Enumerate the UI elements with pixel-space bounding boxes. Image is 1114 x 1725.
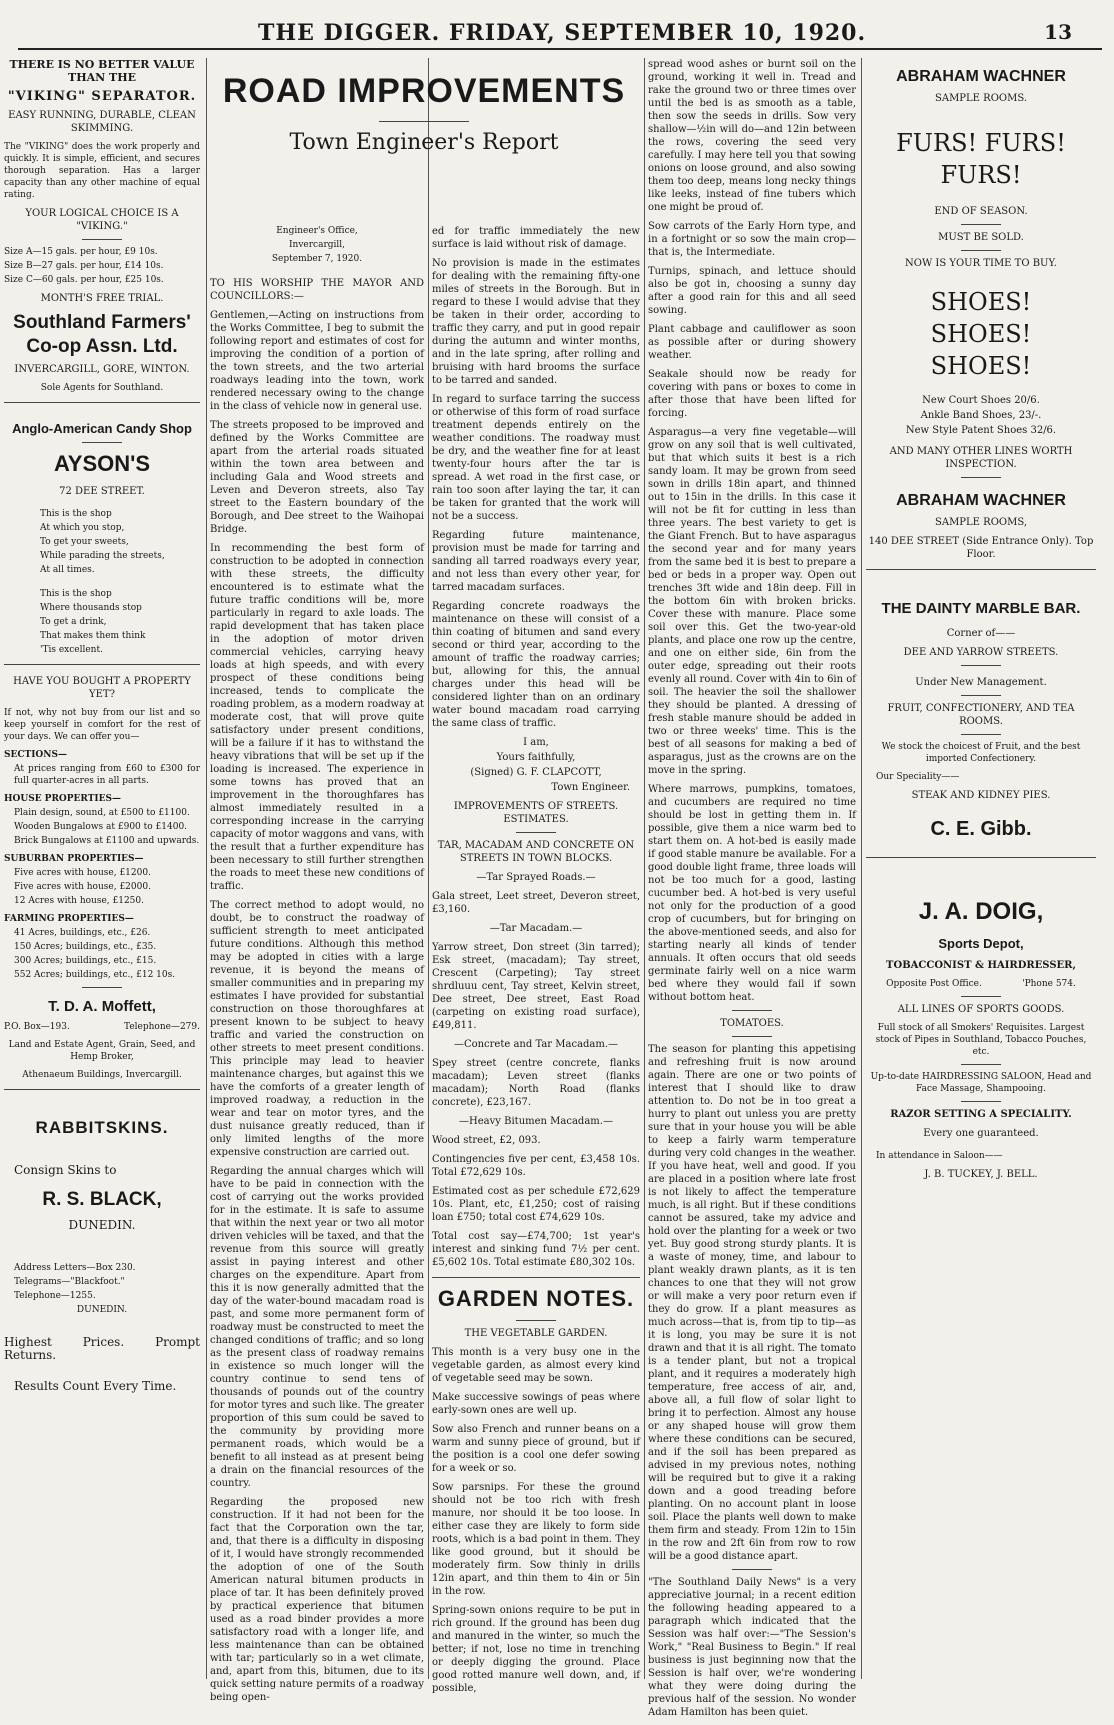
verse1-line: At all times. [40,565,95,575]
verse2-line: Where thousands stop [40,603,142,613]
moffett-box: P.O. Box—193. [4,1022,70,1032]
candy-shop-heading: Anglo-American Candy Shop [12,421,192,436]
farming-line: 150 Acres; buildings, etc., £35. [14,942,157,952]
column-advertisements-right [866,58,1096,1187]
report-paragraph: Regarding the proposed new construction. If it had not been for the fact that the Corporation own the tar, and, that there is a difficulty in disposing of it, I would have strongly recommended the adoption of one of the South American natural bitumen products in place of tar. It has been definitely proved by practical experience that bitumen used as a road binder provides a more satisfactory road with a longer life, and less maintenance than can be obtained with tar; particularly so in a wet climate, and, apart from this, bitumen, due to its quick setting nature permits of a roadway being open- [210,1497,424,1703]
closing-line: Yours faithfully, [496,752,576,763]
report-paragraph: Regarding concrete roadways the maintenance on these will consist of a thin coating of bitumen and sand every second or third year, according to the amount of traffic the roadway carries; but, allowing for this, the annual charges under this head will be considered lighter than on an ordinary water bound macadam road carrying the same class of traffic. [432,601,640,729]
must-be-sold: MUST BE SOLD. [938,232,1024,243]
sections-heading: SECTIONS— [4,750,67,760]
garden-subhead: THE VEGETABLE GARDEN. [464,1328,608,1339]
viking-size-b: Size B—27 gals. per hour, £14 10s. [4,261,164,271]
total-cost-text: Total cost say—£74,700; 1st year's interest and sinking fund 7½ per cent. £5,602 10s. Total estimate £80,302 10s. [432,1231,640,1268]
fruit-confectionery: FRUIT, CONFECTIONERY, AND TEA ROOMS. [887,703,1075,727]
sprayed-heading: —Tar Sprayed Roads.— [476,872,596,883]
farming-heading: FARMING PROPERTIES— [4,914,134,924]
verse2-line: To get a drink, [40,617,107,627]
southland-farmers-firm: Southland Farmers' Co-op Assn. Ltd. [13,312,191,357]
verse1-line: At which you stop, [40,523,125,533]
ja-doig: J. A. DOIG, [918,898,1044,925]
garden-paragraph: Turnips, spinach, and lettuce should also be got in, choosing a sunny day after a good rain for this and all seed sowing. [648,266,856,316]
every-one-guaranteed: Every one guaranteed. [923,1128,1039,1139]
results-count: Results Count Every Time. [14,1379,177,1393]
column-road-report-1 [212,58,636,171]
house-line: Wooden Bungalows at £900 to £1400. [14,822,188,832]
rs-black-address-line: Telephone—1255. [14,1291,96,1301]
viking-ad-brand: "VIKING" SEPARATOR. [7,89,197,104]
headline-road-improvements: ROAD IMPROVEMENTS [222,72,626,110]
property-intro: If not, why not buy from our list and so keep yourself in comfort for the rest of your days. We can offer you— [4,708,200,742]
garden-paragraph: Sow also French and runner beans on a warm and sunny piece of ground, but if the position is a cool one defer sowing for a week or so. [432,1424,640,1474]
smokers-requisites: Full stock of all Smokers' Requisites. Largest stock of Pipes in Southland, Tobacco Pouches, etc. [875,1023,1087,1057]
macadam-text: Yarrow street, Don street (3in tarred); Esk street, (macadam); Tay street, Crescent (Carpeting); Tay street shrdluuu cent, Tay street, Kelvin street, Dee street, Dee street, East Road (carpeting on existing road surface), £49,811. [432,942,640,1031]
shoes-banner: SHOES! SHOES! SHOES! [930,288,1032,380]
closing-line: I am, [523,737,549,748]
other-lines: AND MANY OTHER LINES WORTH INSPECTION. [889,446,1073,470]
rs-black-address-line: Telegrams—"Blackfoot." [14,1277,125,1287]
garden-paragraph: Sow carrots of the Early Horn type, and in a fortnight or so sow the main crop—that is, the Intermediate. [648,221,856,258]
shoe-line: New Court Shoes 20/6. [922,395,1040,406]
report-paragraph: Regarding future maintenance, provision must be made for tarring and sanding all tarred roadways every year, and not less than every other year, for tarred macadam surfaces. [432,530,640,593]
verse1-line: While parading the streets, [40,551,165,561]
moffett-contact [4,1021,200,1033]
dateline-line: Engineer's Office, [276,226,358,236]
sprayed-text: Gala street, Leet street, Deveron street, £3,160. [432,891,640,915]
sports-depot: Sports Depot, [938,936,1024,951]
masthead [18,14,1102,50]
subhead-engineers-report: Town Engineer's Report [289,130,559,155]
razor-setting: RAZOR SETTING A SPECIALITY. [890,1109,1072,1120]
moffett-firm: T. D. A. Moffett, [48,998,156,1015]
moffett-telephone: Telephone—279. [124,1022,200,1032]
shoe-line: New Style Patent Shoes 32/6. [905,425,1057,436]
southland-daily-news-paragraph: "The Southland Daily News" is a very appreciative journal; in a recent edition the following heading appeared to a paragraph which indicated that the Session was half over:—"The Session's Work," "Real Business to Begin." If real business is just beginning now that the Session is half over, we're wondering what they were doing during the previous half of the session. No wonder Adam Hamilton has been quiet. [648,1577,856,1718]
garden-paragraph: spread wood ashes or burnt soil on the ground, working it well in. Tread and rake the ground two or three times over until the bed is as smooth as a table, then sow the seeds in drills. Sow very shallow—½in will do—and 12in between the rows, covering the seed very carefully. I may here tell you that sowing onions on loose ground, and also sowing them too deep, means long necky things like leeks, instead of fine tubers which one might be proud of. [648,59,856,213]
steak-kidney-pies: STEAK AND KIDNEY PIES. [911,790,1051,801]
opposite-post-office: Opposite Post Office. [886,979,982,989]
viking-ad-body: The "VIKING" does the work properly and quickly. It is simple, efficient, and secures thorough separation. Has a larger capacity than any other machine of equal rating. [4,142,200,200]
tomatoes-heading: TOMATOES. [720,1018,784,1029]
southland-farmers-agents: Sole Agents for Southland. [40,383,164,393]
rs-black-address-line: Address Letters—Box 230. [14,1263,136,1273]
aysons-name: AYSON'S [53,451,151,476]
report-paragraph: In regard to surface tarring the success or otherwise of this form of road surface treatment depends entirely on the weather conditions. The roadway must be dry, and the weather fine for at least twenty-four hours after the tar is spread. A wet road in the first case, or rain too soon after laying the tar, it can be taken for granted that the work will not be a success. [432,394,640,522]
column-advertisements-left [4,58,200,1399]
report-paragraph: The streets proposed to be improved and defined by the Works Committee are apart from the arterial roads situated within the town area between and including Gala and Wood streets and Leven and Deveron streets, also Tay street to the Eastern boundary of the Borough, and Dee street to the Waihopai Bridge. [210,420,424,535]
macadam-heading: —Tar Macadam.— [489,923,583,934]
in-attendance: In attendance in Saloon—— [876,1151,1003,1161]
house-line: Plain design, sound, at £500 to £1100. [14,808,190,818]
dee-yarrow-streets: DEE AND YARROW STREETS. [903,647,1059,658]
rs-black-city: DUNEDIN. [68,1218,136,1232]
doig-phone: 'Phone 574. [1022,979,1076,989]
property-question: HAVE YOU BOUGHT A PROPERTY YET? [13,676,191,700]
ce-gibb: C. E. Gibb. [930,818,1032,840]
wachner-address: 140 DEE STREET (Side Entrance Only). Top Floor. [868,536,1094,560]
viking-trial: MONTH'S FREE TRIAL. [40,293,164,304]
tobacconist-hairdresser: TOBACCONIST & HAIRDRESSER, [886,960,1076,971]
wachner-sample-rooms-2: SAMPLE ROOMS, [935,517,1027,528]
garden-paragraph: Where marrows, pumpkins, tomatoes, and cucumbers are required no time should be lost in getting them in. If possible, give them a nice warm bed to start them on. A hot-bed is easily made if good stable manure be available. For a good double light frame, three loads will not be too much for a good, lasting cucumber bed. A hot-bed is very useful not only for the production of a good crop of cucumbers, but for bringing on the above-mentioned seeds, and also for starting nearly all kinds of tender annuals. It often occurs that old seeds germinate fairly well on a nice warm bed where they would fail if sown without bottom heat. [648,784,856,1003]
dainty-marble-bar: THE DAINTY MARBLE BAR. [881,600,1081,617]
column-road-report-body [210,225,424,1710]
aysons-address: 72 DEE STREET. [59,486,145,497]
moffett-description: Land and Estate Agent, Grain, Seed, and Hemp Broker, [8,1040,196,1062]
signature: (Signed) G. F. CLAPCOTT, [470,767,602,778]
tuckey-bell: J. B. TUCKEY, J. BELL. [924,1169,1038,1180]
house-properties-heading: HOUSE PROPERTIES— [4,794,121,804]
report-paragraph: The correct method to adopt would, no doubt, be to construct the roadway of sufficient strength to meet anticipated future conditions. Although this method may be adopted in cities with a large revenue, it is beyond the means of smaller communities and in preparing my estimates I have provided for substantial construction on those thoroughfares at present known to be subject to heavy traffic and varied the construction on other streets to meet present conditions. This principle may lead to heavier maintenance charges, but against this we have the comforts of a greater length of improved roadway, a reduction in the wear and tear on motor tyres, and the dust nuisance greatly reduced, than if only limited lengths of the more expensive construction are carried out. [210,900,424,1158]
farming-line: 552 Acres; buildings, etc., £12 10s. [14,970,176,980]
column-road-report-2 [432,225,640,1701]
verse1-line: To get your sweets, [40,537,129,547]
end-of-season: END OF SEASON. [934,206,1028,217]
salutation: TO HIS WORSHIP THE MAYOR AND COUNCILLORS:— [210,278,424,302]
house-line: Brick Bungalows at £1100 and upwards. [14,836,200,846]
doig-contact [866,978,1096,990]
furs-banner: FURS! FURS! FURS! [896,129,1066,189]
garden-paragraph: Sow parsnips. For these the ground should not be too rich with fresh manure, nor should it be too loose. In either case they are likely to form side roots, which is a bad point in them. They like good ground, but it should be moderately firm. Sow thinly in drills 12in apart, and thin them to 4in or 5in in the row. [432,1482,640,1597]
report-paragraph: Gentlemen,—Acting on instructions from the Works Committee, I beg to submit the following report and estimates of cost for improving the condition of a portion of the town streets, and the two arterial roadways leading into the town, work rendered necessary owing to the change in the class of vehicle now in general use. [210,310,424,412]
verse2-line: 'Tis excellent. [40,645,103,655]
tomatoes-paragraph: The season for planting this appetising and refreshing fruit is now around again. There are one or two points of interest that I should like to draw attention to. Do not be in too great a hurry to plant out unless you are pretty sure that in your house you will be able to keep a fairly warm temperature during very cold changes in the weather. If you have heat, well and good. If you are placed in a position where late frost is not likely to affect the temperature much, is all right. But if these conditions cannot be assured, take my advice and hold over the planting for a week or two yet. Buy good strong sturdy plants. It is a waste of money, time, and labour to plant weakly drawn plants, as it is ten chances to one that they will not grow or will make a very poor return even if they do grow. If a plant measures as much across—that is, from tip to tip—as it is long, you may be sure it is not drawn and that it is all right. The tomato is a tender plant, but not a tropical plant, and it requires a moderately high temperature, free access of air, and, above all, a full flow of solar light to bring it to perfection. Almost any house or any shaped house will grow them where these conditions can be secured, and if the soil has been prepared as advised in my previous notes, nothing will be required but to give it a raking down and a good treading before planting. On no account plant in loose soil. Place the plants well down to make them firm and steady. From 12in to 15in in the row and 2ft 6in from row to row will be a good distance apart. [648,1044,856,1562]
signature-title: Town Engineer. [551,782,630,793]
concrete-heading: —Concrete and Tar Macadam.— [453,1039,619,1050]
farming-line: 300 Acres; buildings, etc., £15. [14,956,157,966]
viking-ad-line3: EASY RUNNING, DURABLE, CLEAN SKIMMING. [8,110,196,134]
southland-farmers-places: INVERCARGILL, GORE, WINTON. [14,364,190,375]
verse2-line: This is the shop [40,589,112,599]
garden-paragraph: Plant cabbage and cauliflower as soon as possible after or during showery weather. [648,324,856,361]
column-garden-notes [648,58,856,1725]
report-paragraph: ed for traffic immediately the new surface is laid without risk of damage. [432,226,640,250]
sections-text: At prices ranging from £60 to £300 for full quarter-acres in all parts. [14,764,200,786]
viking-size-c: Size C—60 gals. per hour, £25 10s. [4,275,164,285]
tar-heading: TAR, MACADAM AND CONCRETE ON STREETS IN TOWN BLOCKS. [437,840,635,864]
dateline-line: September 7, 1920. [271,254,363,264]
rs-black-city2: DUNEDIN. [76,1305,128,1315]
improvements-heading: IMPROVEMENTS OF STREETS. ESTIMATES. [453,801,619,825]
we-stock: We stock the choicest of Fruit, and the best imported Confectionery. [881,742,1081,764]
newspaper-title: THE DIGGER. FRIDAY, SEPTEMBER 10, 1920. [258,20,867,46]
report-paragraph: No provision is made in the estimates for dealing with the remaining fifty-one miles of streets in the Borough. But in regard to these I would advise that they be taken in their order, according to traffic they carry, and put in good repair during the autumn and winter months, and in the late spring, after rolling and bruising with hard brooms the surface to be tarred and sanded. [432,258,640,386]
now-is-your-time: NOW IS YOUR TIME TO BUY. [905,258,1057,269]
report-paragraph: Regarding the annual charges which will have to be paid in connection with the cost of carrying out the works provided for in the estimate. It is safe to assume that within the next year or two all motor driven vehicles will be taxed, and that the revenue from this source will greatly assist in paying interest and other charges on the expenditure. Apart from this it is now generally admitted that the day of the water-bound macadam road is past, and some more permanent form of roadway must be constructed to meet the changed conditions of traffic; and so long as the present class of roadway remains in existence so much longer will the country continue to send tens of thousands of pounds out of the country for motor tyres and such like. The greater proportion of this sum could be saved to the community by providing more permanent roads, which would be a benefit to all instead as at present being a drain on the financial resources of the country. [210,1166,424,1489]
suburban-heading: SUBURBAN PROPERTIES— [4,854,144,864]
shoe-line: Ankle Band Shoes, 23/-. [920,410,1042,421]
farming-line: 41 Acres, buildings, etc., £26. [14,928,151,938]
concrete-text: Spey street (centre concrete, flanks macadam); Leven street (flanks macadam); North Road (flanks concrete), £23,167. [432,1058,640,1108]
wachner-name-2: ABRAHAM WACHNER [896,492,1066,509]
report-paragraph: In recommending the best form of construction to be adopted in connection with these streets, the difficulty encountered is to estimate what the future traffic conditions will be, more particularly in regard to axle loads. The rapid development that has taken place in the adoption of motor driven commercial vehicles, carrying heavy loads at high speeds, and with every prospect of these conditions being increased, tends to complicate the roading problem, as a modern roadway at moderate cost, that will prove quite satisfactory under present conditions, will be a failure if it has to withstand the heavy vibrations that will be set up if the loading is increased. The experience in some towns has proved that an improvement in the thoroughfares has almost immediately resulted in a corresponding increase in the carrying capacity of motor waggons and vans, with the result that a further expenditure has been necessary to still further strengthen the roads to meet these new conditions of traffic. [210,543,424,892]
rabbitskins-heading: RABBITSKINS. [35,1118,169,1137]
our-speciality: Our Speciality—— [876,772,960,782]
garden-paragraph: Seakale should now be ready for covering with pans or boxes to come in after those that have been lifted for forcing. [648,369,856,419]
wachner-sample-rooms: SAMPLE ROOMS. [935,93,1027,104]
page-number: 13 [1044,20,1072,44]
dateline-line: Invercargill, [288,240,346,250]
verse2-line: That makes them think [40,631,146,641]
moffett-address: Athenaeum Buildings, Invercargill. [22,1070,182,1080]
all-lines-sports: ALL LINES OF SPORTS GOODS. [897,1004,1065,1015]
headline-garden-notes: GARDEN NOTES. [437,1286,635,1311]
garden-paragraph: This month is a very busy one in the vegetable garden, as almost every kind of vegetable seed may be sown. [432,1347,640,1384]
viking-ad-choice: YOUR LOGICAL CHOICE IS A "VIKING." [25,208,179,232]
consign-line: Consign Skins to [14,1163,117,1177]
suburban-line: Five acres with house, £2000. [14,882,151,892]
suburban-line: 12 Acres with house, £1250. [14,896,144,906]
contingencies-text: Contingencies five per cent, £3,458 10s. Total £72,629 10s. [432,1154,640,1178]
bitumen-text: Wood street, £2, 093. [432,1135,541,1146]
bitumen-heading: —Heavy Bitumen Macadam.— [459,1116,613,1127]
estimated-text: Estimated cost as per schedule £72,629 10s. Plant, etc, £1,250; cost of raising loan £750; total cost £74,629 10s. [432,1186,640,1223]
hairdressing-saloon: Up-to-date HAIRDRESSING SALOON, Head and Face Massage, Shampooing. [870,1072,1092,1094]
garden-paragraph: Spring-sown onions require to be put in rich ground. If the ground has been dug and manured in the winter, so much the better; if not, lose no time in trenching or deeply digging the ground. Place good rotted manure well down, and, if possible, [432,1605,640,1694]
highest-prices: Highest Prices. Prompt Returns. [4,1335,200,1362]
garden-paragraph: Asparagus—a very fine vegetable—will grow on any soil that is well cultivated, but that which suits it best is a rich sandy loam. It may be grown from seed sown in drills 18in apart, and thinned out to 15in in the drills. In this case it will not be fit for cutting in less than three years. The best variety to get is the Giant French. But to have asparagus the second year and for many years from the same bed it is best to prepare a bed or beds in a proper way. Open out trenches 3ft wide and 18in deep. Fill in the bottom 6in with broken bricks. Cover these with manure. Place some soil over this. Get the two-year-old plants, and place one row up the centre, and one on either side, 6in from the outer edge, spreading out their roots evenly all round. Cover with 4in to 6in of soil. The heavier the soil the shallower they should be planted. A dressing of fresh stable manure should be added in two or three weeks' time. This is the best of all seasons for making a bed of asparagus, just as the crowns are on the move in the spring. [648,427,856,776]
corner-of: Corner of—— [946,628,1016,639]
verse1-line: This is the shop [40,509,112,519]
wachner-name: ABRAHAM WACHNER [896,68,1066,85]
viking-ad-line1: THERE IS NO BETTER VALUE THAN THE [9,58,195,84]
suburban-line: Five acres with house, £1200. [14,868,151,878]
rs-black-name: R. S. BLACK, [42,1189,162,1210]
new-management: Under New Management. [915,677,1047,688]
viking-size-a: Size A—15 gals. per hour, £9 10s. [4,247,158,257]
garden-paragraph: Make successive sowings of peas where early-sown ones are well up. [432,1392,640,1416]
